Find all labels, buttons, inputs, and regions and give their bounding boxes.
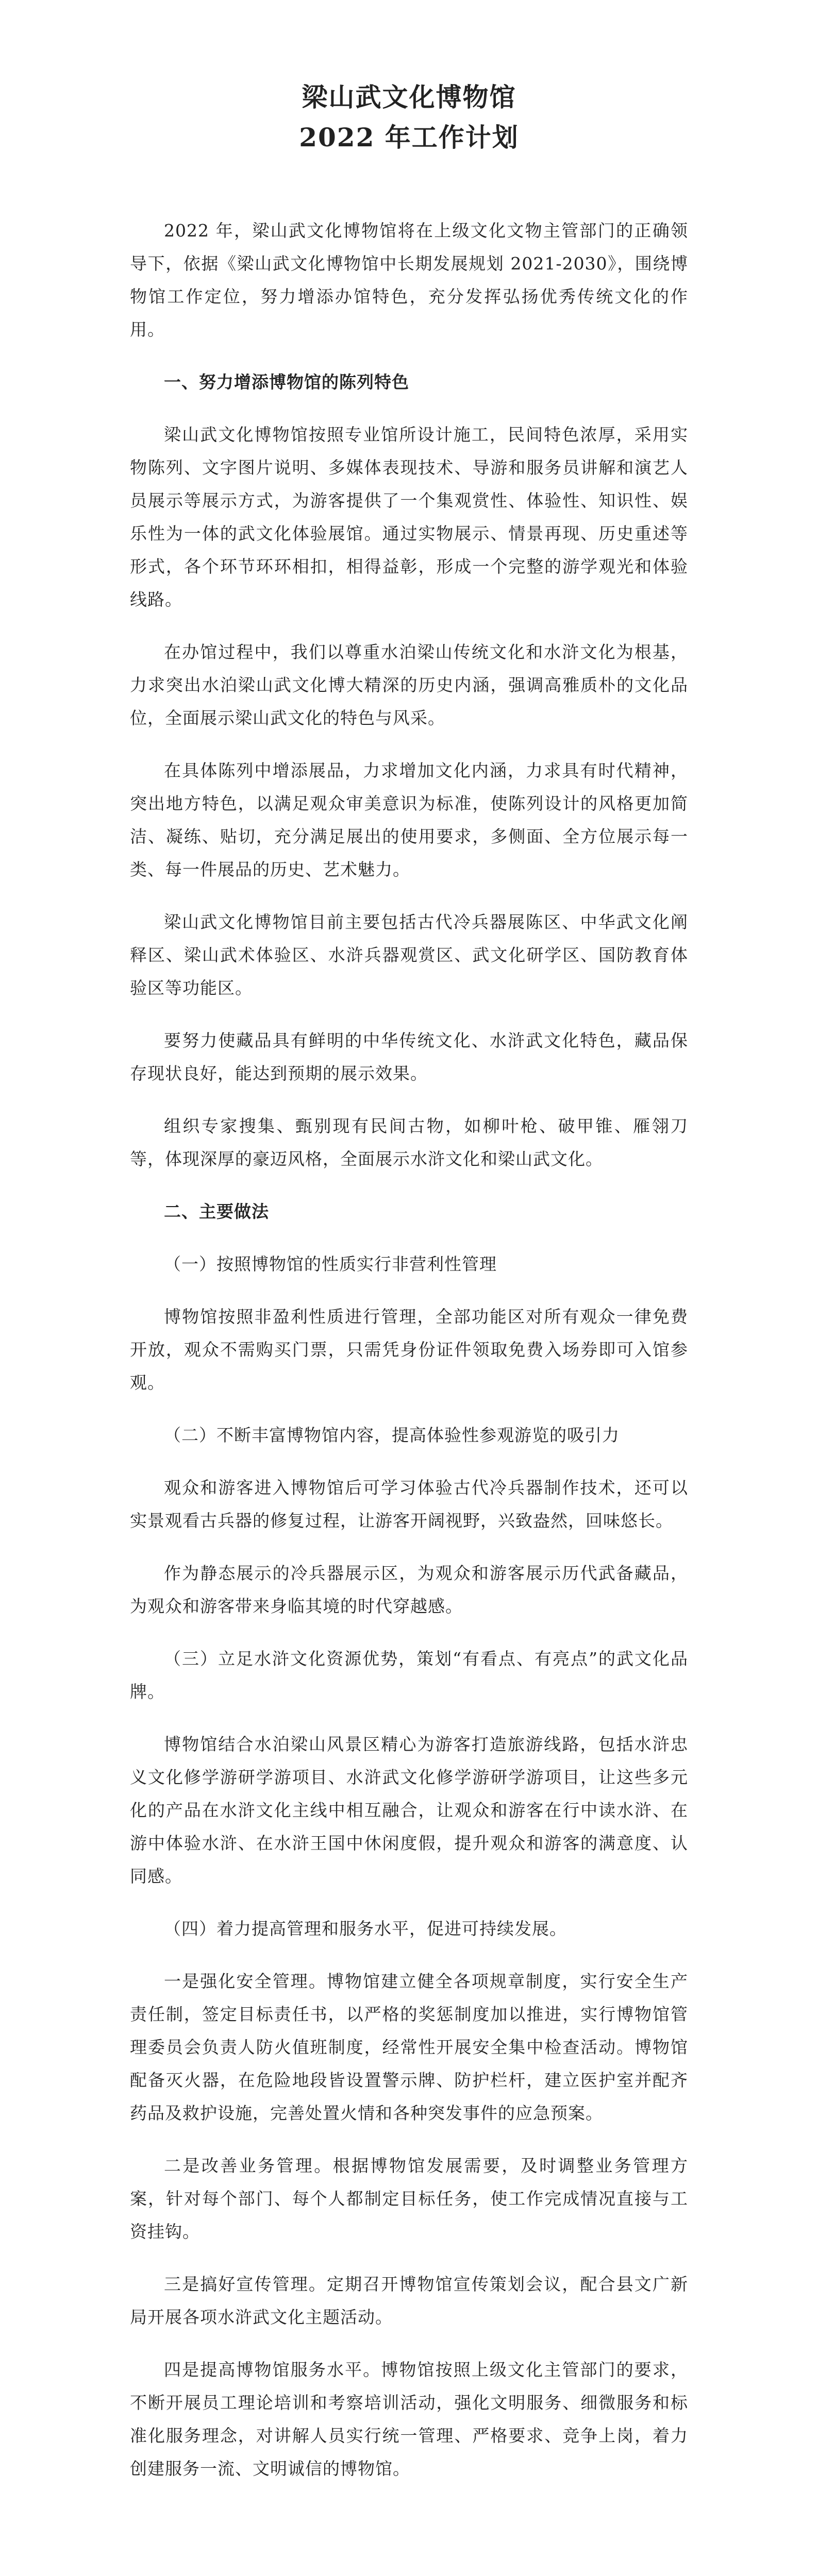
section-2-paragraph-2: 观众和游客进入博物馆后可学习体验古代冷兵器制作技术，还可以实景观看古兵器的修复过程，让游客开阔视野，兴致盎然，回味悠长。: [130, 1478, 688, 1531]
section-2-paragraph-3: 作为静态展示的冷兵器展示区，为观众和游客展示历代武备藏品，为观众和游客带来身临其境的时代穿越感。: [130, 1563, 688, 1616]
section-2-paragraph-4: 博物馆结合水泊梁山风景区精心为游客打造旅游线路，包括水浒忠义文化修学游研学游项目、水浒武文化修学游研学游项目，让这些多元化的产品在水浒文化主线中相互融合，让观众和游客在行中读水浒、在游中体验水浒、在水浒王国中休闲度假，提升观众和游客的满意度、认同感。: [130, 1734, 688, 1886]
section-2-paragraph-6: 二是改善业务管理。根据博物馆发展需要，及时调整业务管理方案，针对每个部门、每个人都制定目标任务，使工作完成情况直接与工资挂钩。: [130, 2156, 688, 2242]
section-1-paragraph-3: 在具体陈列中增添展品，力求增加文化内涵，力求具有时代精神，突出地方特色，以满足观众审美意识为标准，使陈列设计的风格更加简洁、凝练、贴切，充分满足展出的使用要求，多侧面、全方位展示每一类、每一件展品的历史、艺术魅力。: [130, 760, 688, 879]
section-1-paragraph-4: 梁山武文化博物馆目前主要包括古代冷兵器展陈区、中华武文化阐释区、梁山武术体验区、水浒兵器观赏区、武文化研学区、国防教育体验区等功能区。: [130, 912, 688, 998]
section-2-paragraph-5: 一是强化安全管理。博物馆建立健全各项规章制度，实行安全生产责任制，签定目标责任书，以严格的奖惩制度加以推进，实行博物馆管理委员会负责人防火值班制度，经常性开展安全集中检查活动。博物馆配备灭火器，在危险地段皆设置警示牌、防护栏杆，建立医护室并配齐药品及救护设施，完善处置火情和各种突发事件的应急预案。: [130, 1971, 688, 2123]
document-title-line1: 梁山武文化博物馆: [302, 82, 516, 112]
title-block: [130, 77, 688, 158]
section-2-paragraph-1: 博物馆按照非盈利性质进行管理，全部功能区对所有观众一律免费开放，观众不需购买门票，只需凭身份证件领取免费入场券即可入馆参观。: [130, 1307, 688, 1393]
section-2-paragraph-8: 四是提高博物馆服务水平。博物馆按照上级文化主管部门的要求，不断开展员工理论培训和考察培训活动，强化文明服务、细微服务和标准化服务理念，对讲解人员实行统一管理、严格要求、竞争上岗，着力创建服务一流、文明诚信的博物馆。: [130, 2360, 688, 2479]
section-1-paragraph-2: 在办馆过程中，我们以尊重水泊梁山传统文化和水浒文化为根基，力求突出水泊梁山武文化博大精深的历史内涵，强调高雅质朴的文化品位，全面展示梁山武文化的特色与风采。: [130, 642, 688, 728]
section-2-subheading-4: （四）着力提高管理和服务水平，促进可持续发展。: [164, 1919, 567, 1939]
section-2-subheading-2: （二）不断丰富博物馆内容，提高体验性参观游览的吸引力: [164, 1425, 620, 1445]
section-1-paragraph-1: 梁山武文化博物馆按照专业馆所设计施工，民间特色浓厚，采用实物陈列、文字图片说明、多媒体表现技术、导游和服务员讲解和演艺人员展示等展示方式，为游客提供了一个集观赏性、体验性、知识性、娱乐性为一体的武文化体验展馆。通过实物展示、情景再现、历史重述等形式，各个环节环环相扣，相得益彰，形成一个完整的游学观光和体验线路。: [130, 425, 688, 609]
section-1-paragraph-5: 要努力使藏品具有鲜明的中华传统文化、水浒武文化特色，藏品保存现状良好，能达到预期的展示效果。: [130, 1030, 688, 1083]
intro-paragraph: 2022 年，梁山武文化博物馆将在上级文化文物主管部门的正确领导下，依据《梁山武文化博物馆中长期发展规划 2021-2030》，围绕博物馆工作定位，努力增添办馆特色，充分发挥弘扬优秀传统文化的作用。: [130, 221, 688, 340]
section-2-subheading-3: （三）立足水浒文化资源优势，策划“有看点、有亮点”的武文化品牌。: [130, 1649, 688, 1702]
section-1-heading: 一、努力增添博物馆的陈列特色: [164, 372, 409, 392]
document-title-line2: 2022 年工作计划: [299, 122, 519, 152]
section-2-subheading-1: （一）按照博物馆的性质实行非营利性管理: [164, 1254, 497, 1274]
section-2-heading: 二、主要做法: [164, 1201, 269, 1222]
section-2-paragraph-7: 三是搞好宣传管理。定期召开博物馆宣传策划会议，配合县文广新局开展各项水浒武文化主题活动。: [130, 2274, 688, 2327]
section-1-paragraph-6: 组织专家搜集、甄别现有民间古物，如柳叶枪、破甲锥、雁翎刀等，体现深厚的豪迈风格，全面展示水浒文化和梁山武文化。: [130, 1116, 688, 1169]
